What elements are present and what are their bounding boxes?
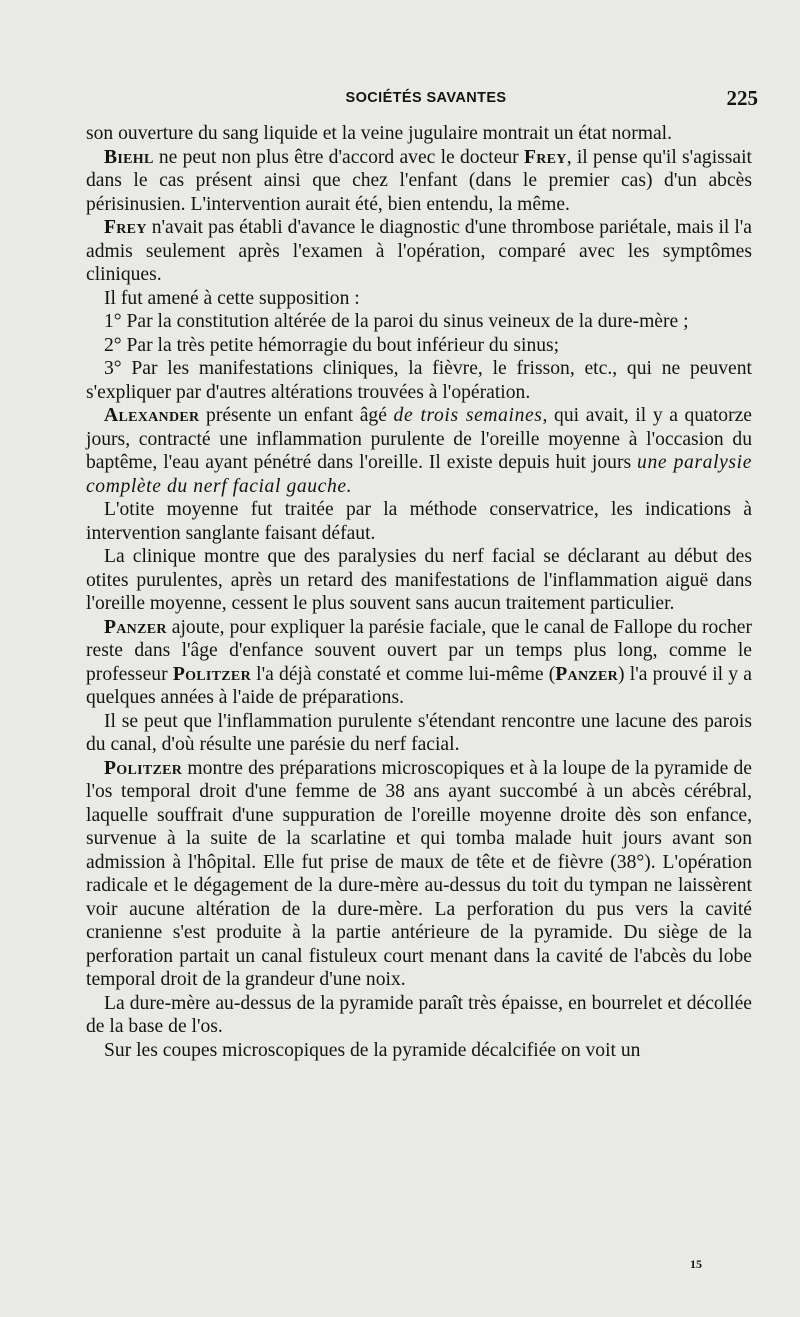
paragraph xyxy=(86,498,752,545)
text-run: son ouverture du sang liquide et la veine jugulaire montrait un état normal. xyxy=(86,123,673,144)
text-run: Il fut amené à cette supposition : xyxy=(104,287,360,309)
page-number: 225 xyxy=(726,86,758,110)
author-name: Frey xyxy=(104,217,147,238)
text-run: , il pense qu'il s'agissait dans le cas présent ainsi que chez l'enfant (dans le premier cas) d'un abcès périsinusien. L'intervention aurait été, bien entendu, la même. xyxy=(86,146,752,215)
author-name: Politzer xyxy=(104,757,183,779)
printer-signature-mark: 15 xyxy=(690,1257,702,1271)
text-run: 2° Par la très petite hémorragie du bout inférieur du sinus; xyxy=(104,334,560,356)
paragraph xyxy=(86,334,752,358)
text-run: ajoute, pour expliquer la parésie faciale, que le canal de Fallope du rocher reste dans l'âge d'enfance souvent ouvert par un temps plus long, comme le professeur xyxy=(86,616,752,685)
paragraph xyxy=(86,710,752,757)
paragraph xyxy=(86,146,752,217)
text-run: , qui avait, il y a quatorze jours, contracté une inflammation purulente de l'oreille moyenne à l'occasion du baptême, l'eau ayant pénétré dans l'oreille. Il existe depuis huit jours xyxy=(86,405,752,473)
text-run: n'avait pas établi d'avance le diagnostic d'une thrombose pariétale, mais il l'a admis seulement après l'examen à l'opération, comparé avec les symptômes cliniques. xyxy=(86,217,752,285)
text-run: présente un enfant âgé xyxy=(199,405,394,426)
paragraph xyxy=(86,287,752,311)
paragraph xyxy=(86,757,752,992)
body-text xyxy=(86,122,752,1062)
text-run: La dure-mère au-dessus de la pyramide paraît très épaisse, en bourrelet et décollée de la base de l'os. xyxy=(86,992,752,1037)
paragraph xyxy=(86,992,752,1039)
author-name: Panzer xyxy=(104,616,167,638)
emphasis-text: une paralysie complète du nerf facial gauche. xyxy=(86,452,752,497)
paragraph xyxy=(86,545,752,616)
paragraph xyxy=(86,1039,752,1063)
emphasis-text: de trois semaines xyxy=(393,405,543,426)
author-name: Alexander xyxy=(104,405,200,426)
paragraph xyxy=(86,616,752,710)
author-name: Biehl xyxy=(104,146,154,168)
text-run: ) l'a prouvé il y a quelques années à l'aide de préparations. xyxy=(86,663,752,708)
text-run: Sur les coupes microscopiques de la pyramide décalcifiée on voit un xyxy=(104,1039,641,1061)
text-run: l'a déjà constaté et comme lui-même ( xyxy=(250,663,556,685)
paragraph xyxy=(86,216,752,287)
text-run: L'otite moyenne fut traitée par la méthode conservatrice, les indications à intervention sanglante faisant défaut. xyxy=(86,499,752,544)
running-title: SOCIÉTÉS SAVANTES xyxy=(345,90,507,106)
text-run: 3° Par les manifestations cliniques, la fièvre, le frisson, etc., qui ne peuvent s'expliquer par d'autres altérations trouvées à l'opération. xyxy=(86,358,752,403)
paragraph xyxy=(86,122,752,146)
author-name: Panzer xyxy=(555,663,619,685)
paragraph xyxy=(86,404,752,498)
author-name: Politzer xyxy=(172,663,251,685)
paragraph xyxy=(86,357,752,404)
text-run: 1° Par la constitution altérée de la paroi du sinus veineux de la dure-mère ; xyxy=(104,311,689,332)
text-run: La clinique montre que des paralysies du nerf facial se déclarant au début des otites purulentes, après un retard des manifestations de l'inflammation aiguë dans l'oreille moyenne, cessent le plus souvent sans aucun traitement particulier. xyxy=(86,546,752,614)
text-run: ne peut non plus être d'accord avec le docteur xyxy=(153,146,524,168)
text-run: Il se peut que l'inflammation purulente s'étendant rencontre une lacune des parois du canal, d'où résulte une parésie du nerf facial. xyxy=(86,710,752,755)
author-name: Frey xyxy=(523,146,567,168)
running-head xyxy=(86,86,766,112)
paragraph xyxy=(86,310,752,334)
text-run: montre des préparations microscopiques et à la loupe de la pyramide de l'os temporal droit d'une femme de 38 ans ayant succombé à un abcès cérébral, laquelle souffrait d'une suppuration de l'oreille moyenne droite dès son enfance, survenue à la suite de la scarlatine et qui tomba malade huit jours avant son admission à l'hôpital. Elle fut prise de maux de tête et de fièvre (38°). L'opération radicale et le dégagement de la dure-mère au-dessus du toit du tympan ne laissèrent voir aucune altération de la dure-mère. La perforation du pus vers la cavité cranienne s'est produite à la partie antérieure de la pyramide. Du siège de la perforation partait un canal fistuleux court menant dans la cavité de l'abcès du lobe temporal droit de la grandeur d'une noix. xyxy=(86,757,752,990)
